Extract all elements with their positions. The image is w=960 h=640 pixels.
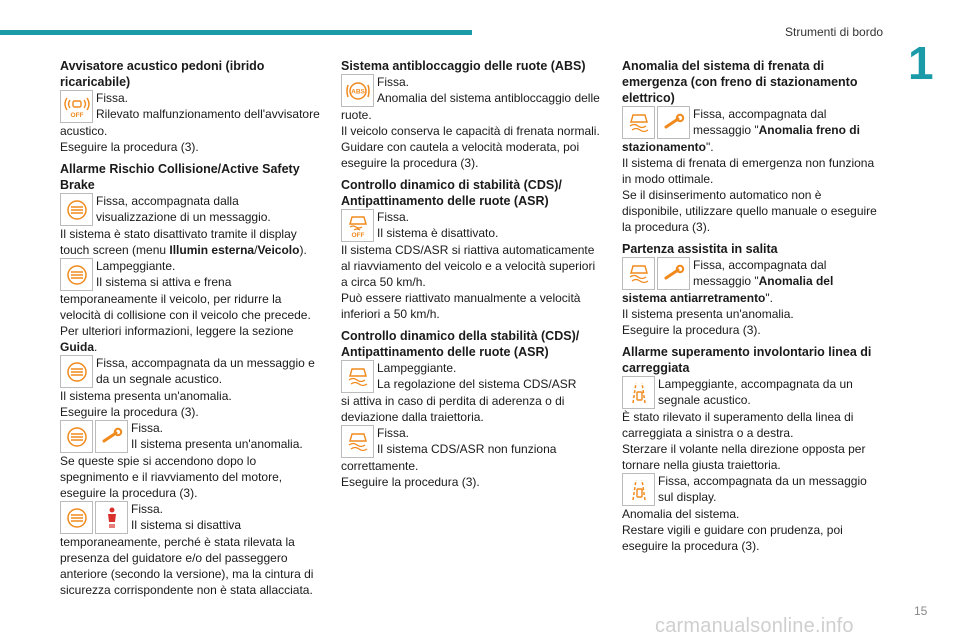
svg-text:OFF: OFF — [70, 111, 83, 119]
heading-cds-asr-2: Controllo dinamico della stabilità (CDS)/ Antipattinamento delle ruote (ASR) — [341, 329, 580, 359]
chapter-number: 1 — [908, 37, 934, 89]
skid-car-icon — [622, 106, 655, 139]
lane-departure-icon — [622, 376, 655, 409]
svg-text:ABS: ABS — [350, 88, 365, 95]
header-accent-bar — [0, 30, 472, 35]
cds-asr-off-icon — [341, 209, 374, 242]
heading-lane-departure: Allarme superamento involontario linea di carreggiata — [622, 345, 872, 375]
skid-car-icon — [622, 257, 655, 290]
abs-icon — [341, 74, 374, 107]
collision-alert-icon — [60, 258, 93, 291]
section-title: Strumenti di bordo — [785, 25, 884, 39]
heading-hill-start: Partenza assistita in salita — [622, 242, 778, 256]
collision-alert-icon — [60, 355, 93, 388]
heading-collision-alert: Allarme Rischio Collisione/Active Safety Brake — [60, 162, 300, 192]
skid-car-icon — [341, 360, 374, 393]
heading-cds-asr: Controllo dinamico di stabilità (CDS)/ Antipattinamento delle ruote (ASR) — [341, 178, 562, 208]
watermark: carmanualsonline.info — [655, 615, 854, 637]
collision-alert-icon — [60, 420, 93, 453]
wrench-icon — [657, 106, 690, 139]
collision-alert-icon — [60, 501, 93, 534]
column-1: Avvisatore acustico pedoni (ibrido ricaricabile) OFF Fissa. Rilevato malfunzionamento dell'avvisatore acustico. Eseguire la procedura (3). Allarme Rischio Collisione/Active Safety Brake Fissa, accompagnata dalla visualizzazione di un messaggio. Il sistema è stato disattivato tramite il display touch screen (menu Illumin esterna/Veicolo). Lampeggiante. Il sistema si attiva e frena temporaneamente il veicolo, per ridurre la velocità di collisione con il veicolo che precede. Per ulteriori informazioni, leggere la sezione Guida. Fissa, accompagnata da un messaggio e da un segnale acustico. Il sistema presenta un'anomalia. Eseguire la procedura (3). Fissa. Il sistema presenta un'anomalia. Se queste spie si accendono dopo lo spegnimento e il riavviamento del motore, eseguire la procedura (3). Fissa. Il sistema si disattiva temporaneamente, perché è stata rilevata la presenza del guidatore e/o del passeggero anteriore (secondo la versione), ma la cintura di sicurezza corrispondente non è stata allacciata. — [60, 58, 322, 598]
skid-car-icon — [341, 425, 374, 458]
column-3: Anomalia del sistema di frenata di emergenza (con freno di stazionamento elettrico) Fissa, accompagnata dal messaggio "Anomalia freno di stazionamento". Il sistema di frenata di emergenza non funziona in modo ottimale. Se il disinserimento automatico non è disponibile, utilizzare quello manuale o eseguire la procedura (3). Partenza assistita in salita Fissa, accompagnata dal messaggio "Anomalia del sistema antiarretramento". Il sistema presenta un'anomalia. Eseguire la procedura (3). Allarme superamento involontario linea di carreggiata Lampeggiante, accompagnata da un segnale acustico. È stato rilevato il superamento della linea di carreggiata a sinistra o a destra. Sterzare il volante nella direzione opposta per tornare nella giusta traiettoria. Fissa, accompagnata da un messaggio sul display. Anomalia del sistema. Restare vigili e guidare con prudenza, poi eseguire la procedura (3). — [622, 58, 884, 554]
column-2: Sistema antibloccaggio delle ruote (ABS) ABS Fissa. Anomalia del sistema antibloccaggio delle ruote. Il veicolo conserva le capacità di frenata normali. Guidare con cautela a velocità moderata, poi eseguire la procedura (3). Controllo dinamico di stabilità (CDS)/ Antipattinamento delle ruote (ASR) OFF Fissa. Il sistema è disattivato. Il sistema CDS/ASR si riattiva automaticamente al riavviamento del veicolo e a velocità superiori a circa 50 km/h. Può essere riattivato manualmente a velocità inferiori a 50 km/h. Controllo dinamico della stabilità (CDS)/ Antipattinamento delle ruote (ASR) Lampeggiante. La regolazione del sistema CDS/ASR si attiva in caso di perdita di aderenza o di deviazione dalla traiettoria. Fissa. Il sistema CDS/ASR non funziona correttamente. Eseguire la procedura (3). — [341, 58, 603, 490]
pedestrian-horn-off-icon — [60, 90, 93, 123]
heading-abs: Sistema antibloccaggio delle ruote (ABS) — [341, 59, 586, 73]
page-number: 15 — [914, 604, 928, 618]
lane-departure-icon — [622, 473, 655, 506]
wrench-icon — [95, 420, 128, 453]
seatbelt-icon — [95, 501, 128, 534]
wrench-icon — [657, 257, 690, 290]
heading-emergency-brake: Anomalia del sistema di frenata di emergenza (con freno di stazionamento elettrico) — [622, 59, 858, 105]
collision-alert-icon — [60, 193, 93, 226]
svg-text:OFF: OFF — [351, 231, 364, 239]
heading-pedestrian-horn: Avvisatore acustico pedoni (ibrido ricaricabile) — [60, 59, 265, 89]
